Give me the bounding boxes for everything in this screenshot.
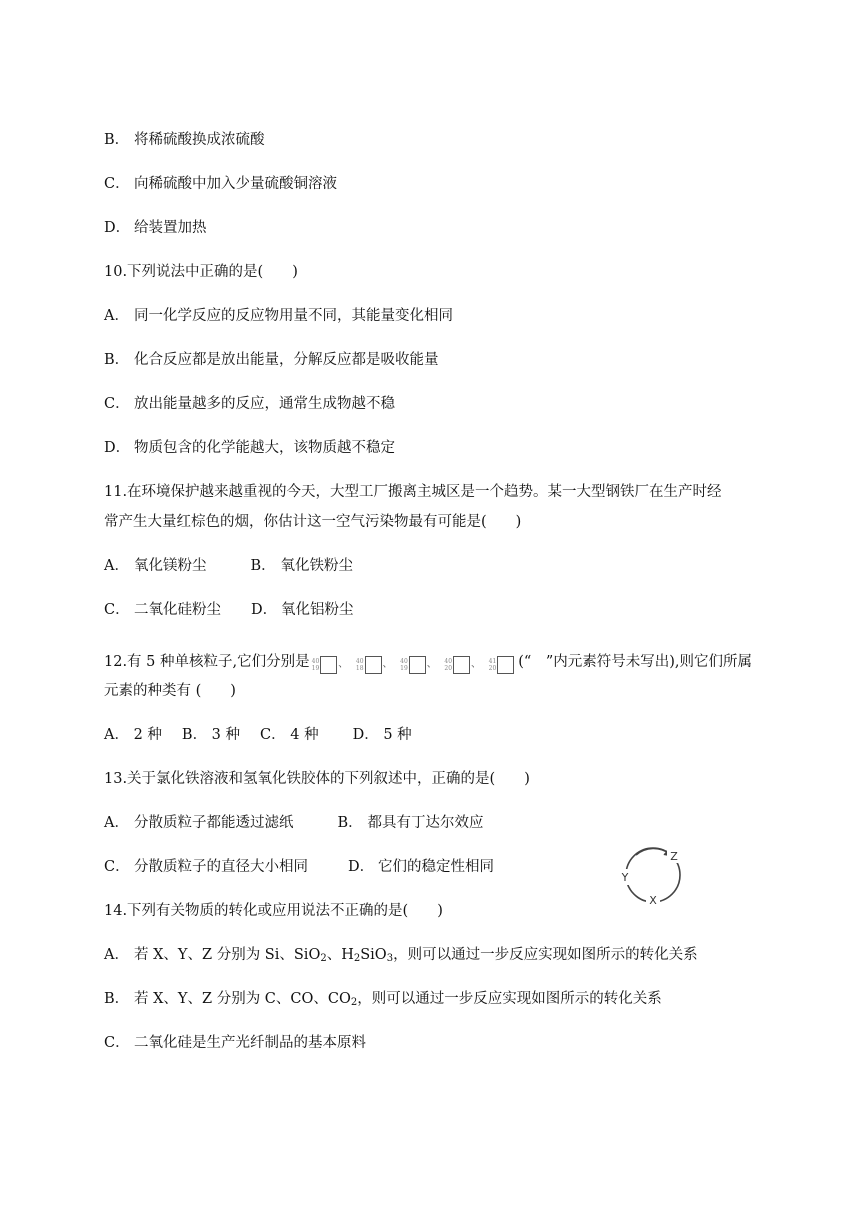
q10-option-c xyxy=(104,394,395,414)
atomic-number: 18 xyxy=(355,665,364,672)
option-label: D． xyxy=(251,602,278,618)
q10-option-d xyxy=(104,438,395,458)
xyz-cycle-diagram xyxy=(616,843,690,907)
option-text: 分散质粒子的直径大小相同 xyxy=(134,859,308,875)
option-text-part: ，则可以通过一步反应实现如图所示的转化关系 xyxy=(393,947,698,963)
element-symbol-blank xyxy=(320,656,337,674)
option-label: B． xyxy=(337,815,363,831)
nuclide xyxy=(489,656,515,674)
q12-option-d: D． 5 种 xyxy=(352,727,412,743)
option-label: B． xyxy=(250,558,276,574)
option-label: C． xyxy=(104,602,130,618)
option-text-part: 若 X、Y、Z 分别为 C、CO、CO xyxy=(134,991,351,1007)
q9-option-b xyxy=(104,130,265,150)
mass-number: 40 xyxy=(444,658,453,665)
q12-stem-line2: 元素的种类有 ( ) xyxy=(104,683,236,699)
q9-option-c xyxy=(104,174,337,194)
option-label: A． xyxy=(104,308,129,324)
option-label: C． xyxy=(104,1035,130,1051)
q12-options xyxy=(104,725,412,745)
element-symbol-blank xyxy=(497,656,514,674)
q10-stem: 10.下列说法中正确的是( ) xyxy=(104,264,298,280)
q11-stem-line2: 常产生大量红棕色的烟，你估计这一空气污染物最有可能是( ) xyxy=(104,514,522,530)
option-label: D． xyxy=(104,220,131,236)
option-label: A． xyxy=(104,815,129,831)
subscript: 3 xyxy=(386,953,394,964)
option-text: 氧化铁粉尘 xyxy=(280,558,353,574)
option-text: 物质包含的化学能越大，该物质越不稳定 xyxy=(134,440,395,456)
option-text: 向稀硫酸中加入少量硫酸铜溶液 xyxy=(134,176,337,192)
q14-option-b xyxy=(104,989,662,1013)
option-text-part: 、H xyxy=(326,947,354,963)
atomic-number: 20 xyxy=(444,665,453,672)
label-y: Y xyxy=(621,871,629,884)
option-text: 给装置加热 xyxy=(134,220,207,236)
q14-stem: 14.下列有关物质的转化或应用说法不正确的是( ) xyxy=(104,903,443,919)
q12-stem-line1 xyxy=(104,649,752,675)
option-text: 二氧化硅是生产光纤制品的基本原料 xyxy=(134,1035,366,1051)
q11-options-row2 xyxy=(104,600,354,620)
option-text-part: SiO xyxy=(360,947,387,963)
atomic-number: 19 xyxy=(311,665,320,672)
option-text: 放出能量越多的反应，通常生成物越不稳 xyxy=(134,396,395,412)
option-label: C． xyxy=(104,176,130,192)
arrow-y-to-z xyxy=(636,848,670,855)
option-text: 化合反应都是放出能量，分解反应都是吸收能量 xyxy=(134,352,439,368)
q12-option-a: A． 2 种 xyxy=(104,727,162,743)
option-label: A． xyxy=(104,558,129,574)
nuclide-list xyxy=(312,649,517,675)
option-label: A． xyxy=(104,947,129,963)
q14-option-a xyxy=(104,945,698,969)
q13-stem: 13.关于氯化铁溶液和氢氧化铁胶体的下列叙述中，正确的是( ) xyxy=(104,771,530,787)
option-label: D． xyxy=(104,440,131,456)
atomic-number: 20 xyxy=(488,665,497,672)
option-text: 将稀硫酸换成浓硫酸 xyxy=(134,132,265,148)
q9-option-d xyxy=(104,218,207,238)
element-symbol-blank xyxy=(453,656,470,674)
nuclide: 40 19 、 xyxy=(311,658,349,672)
option-text: 二氧化硅粉尘 xyxy=(134,602,221,618)
subscript: 2 xyxy=(353,953,361,964)
q12-stem-suffix: (“ ”内元素符号未写出),则它们所属 xyxy=(518,654,753,670)
mass-number: 40 xyxy=(400,658,408,665)
q12-stem-prefix: 12.有 5 种单核粒子,它们分别是 xyxy=(104,654,310,670)
option-label: B． xyxy=(104,352,130,368)
option-text: 同一化学反应的反应物用量不同，其能量变化相同 xyxy=(134,308,453,324)
label-x: X xyxy=(649,894,657,907)
mass-number: 40 xyxy=(311,658,320,665)
q11-options-row1 xyxy=(104,556,353,576)
option-text: 氧化铝粉尘 xyxy=(281,602,354,618)
subscript: 2 xyxy=(320,953,327,964)
element-symbol-blank xyxy=(409,656,426,674)
element-symbol-blank xyxy=(365,656,382,674)
q11-stem-line1: 11.在环境保护越来越重视的今天，大型工厂搬离主城区是一个趋势。某一大型钢铁厂在生产时经 xyxy=(104,484,722,500)
q13-options-row1 xyxy=(104,813,484,833)
option-label: B． xyxy=(104,991,130,1007)
option-text-part: ，则可以通过一步反应实现如图所示的转化关系 xyxy=(357,991,662,1007)
q12-option-b: B． 3 种 xyxy=(181,727,241,743)
option-label: C． xyxy=(104,396,130,412)
option-text: 它们的稳定性相同 xyxy=(378,859,494,875)
option-text: 都具有丁达尔效应 xyxy=(367,815,484,831)
subscript: 2 xyxy=(350,997,358,1008)
option-label: D． xyxy=(348,859,375,875)
q13-options-row2 xyxy=(104,857,494,877)
atomic-number: 19 xyxy=(400,665,408,672)
option-label: C． xyxy=(104,859,130,875)
option-text-part: 若 X、Y、Z 分别为 Si、SiO xyxy=(134,947,321,963)
nuclide: 40 19 、 xyxy=(400,658,437,672)
q14-option-c xyxy=(104,1033,366,1053)
mass-number: 41 xyxy=(488,658,497,665)
nuclide: 40 20 、 xyxy=(444,658,482,672)
q12-option-c: C． 4 种 xyxy=(260,727,319,743)
mass-number: 40 xyxy=(355,658,364,665)
nuclide: 40 18 、 xyxy=(355,658,393,672)
q10-option-b xyxy=(104,350,439,370)
option-text: 氧化镁粉尘 xyxy=(134,558,207,574)
option-text: 分散质粒子都能透过滤纸 xyxy=(134,815,294,831)
q10-option-a xyxy=(104,306,453,326)
option-label: B． xyxy=(104,132,130,148)
label-z: Z xyxy=(670,850,678,863)
